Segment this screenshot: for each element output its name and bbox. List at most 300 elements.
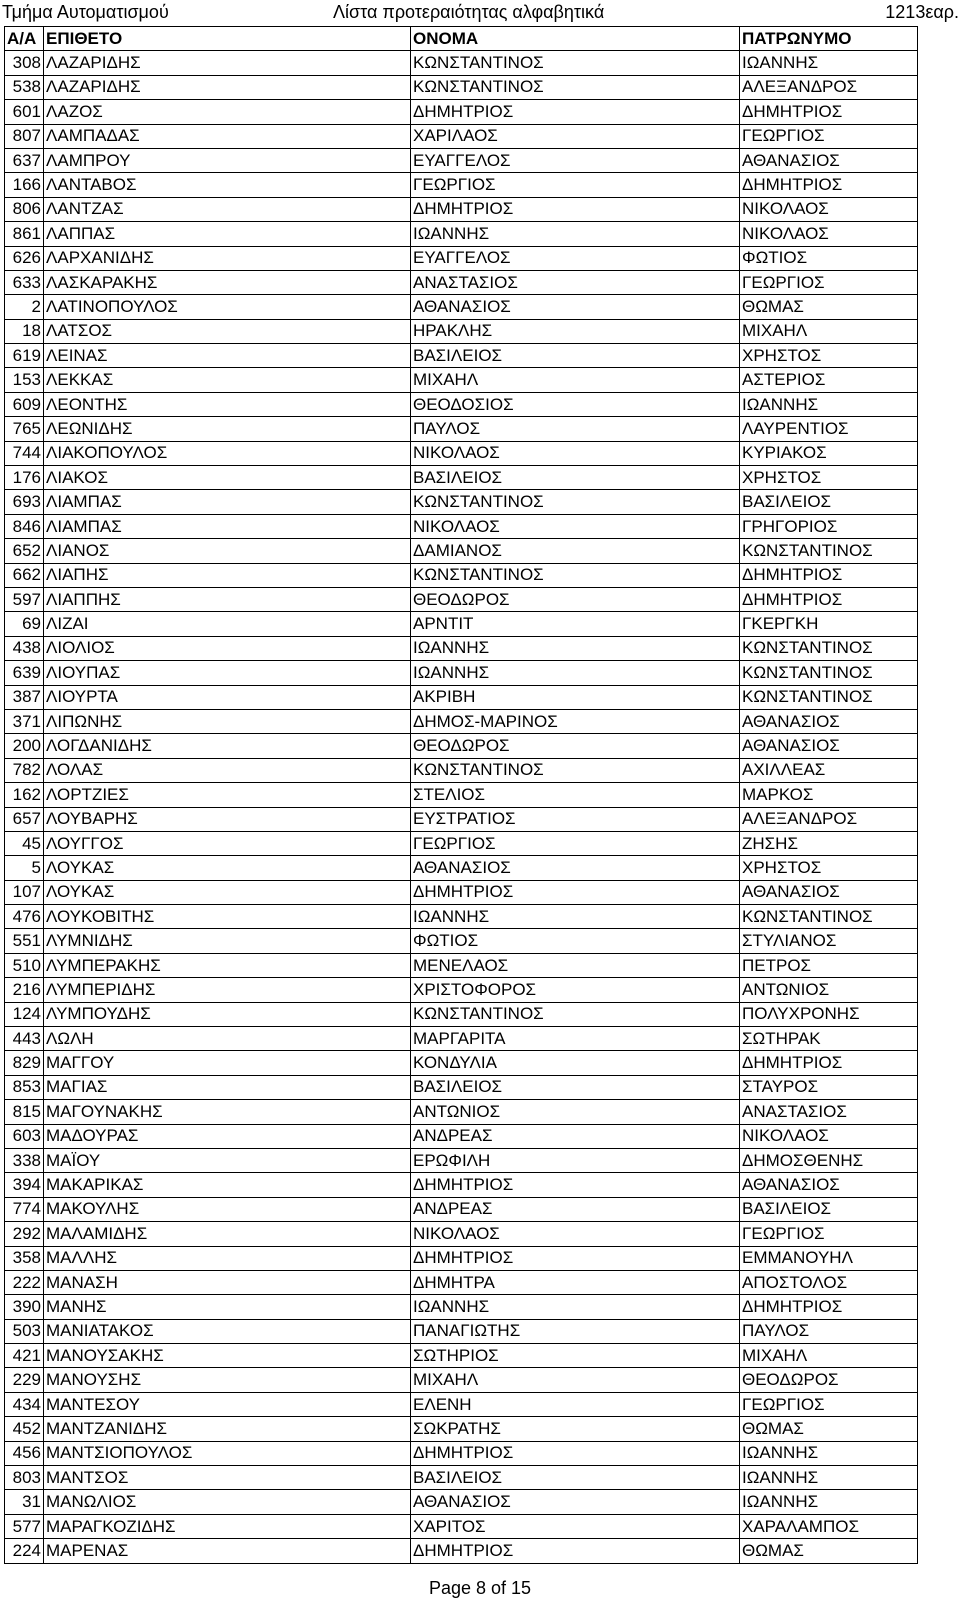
cell-aa: 551 bbox=[5, 929, 44, 953]
cell-aa: 782 bbox=[5, 758, 44, 782]
cell-last-name: ΛΥΜΠΕΡΙΔΗΣ bbox=[44, 978, 411, 1002]
cell-father-name: ΜΙΧΑΗΛ bbox=[740, 319, 918, 343]
cell-aa: 153 bbox=[5, 368, 44, 392]
cell-aa: 609 bbox=[5, 392, 44, 416]
cell-first-name: ΣΩΚΡΑΤΗΣ bbox=[411, 1417, 740, 1441]
cell-aa: 846 bbox=[5, 514, 44, 538]
cell-father-name: ΖΗΣΗΣ bbox=[740, 831, 918, 855]
cell-first-name: ΘΕΟΔΩΡΟΣ bbox=[411, 734, 740, 758]
cell-first-name: ΚΩΝΣΤΑΝΤΙΝΟΣ bbox=[411, 1002, 740, 1026]
cell-father-name: ΑΘΑΝΑΣΙΟΣ bbox=[740, 1173, 918, 1197]
table-row bbox=[5, 1441, 918, 1465]
cell-first-name: ΜΑΡΓΑΡΙΤΑ bbox=[411, 1027, 740, 1051]
cell-first-name: ΚΩΝΣΤΑΝΤΙΝΟΣ bbox=[411, 75, 740, 99]
cell-aa: 390 bbox=[5, 1295, 44, 1319]
cell-father-name: ΑΧΙΛΛΕΑΣ bbox=[740, 758, 918, 782]
cell-father-name: ΑΘΑΝΑΣΙΟΣ bbox=[740, 880, 918, 904]
cell-first-name: ΙΩΑΝΝΗΣ bbox=[411, 905, 740, 929]
cell-aa: 652 bbox=[5, 539, 44, 563]
cell-last-name: ΛΟΥΓΓΟΣ bbox=[44, 831, 411, 855]
table-row bbox=[5, 1148, 918, 1172]
cell-father-name: ΚΩΝΣΤΑΝΤΙΝΟΣ bbox=[740, 905, 918, 929]
cell-father-name: ΝΙΚΟΛΑΟΣ bbox=[740, 197, 918, 221]
cell-last-name: ΛΥΜΝΙΔΗΣ bbox=[44, 929, 411, 953]
cell-last-name: ΜΑΝΩΛΙΟΣ bbox=[44, 1490, 411, 1514]
cell-last-name: ΜΑΝΤΖΑΝΙΔΗΣ bbox=[44, 1417, 411, 1441]
cell-aa: 124 bbox=[5, 1002, 44, 1026]
cell-aa: 371 bbox=[5, 709, 44, 733]
cell-father-name: ΜΑΡΚΟΣ bbox=[740, 783, 918, 807]
cell-father-name: ΠΑΥΛΟΣ bbox=[740, 1319, 918, 1343]
cell-aa: 807 bbox=[5, 124, 44, 148]
cell-father-name: ΒΑΣΙΛΕΙΟΣ bbox=[740, 490, 918, 514]
cell-aa: 452 bbox=[5, 1417, 44, 1441]
cell-last-name: ΛΟΥΚΑΣ bbox=[44, 880, 411, 904]
table-row bbox=[5, 1344, 918, 1368]
cell-aa: 633 bbox=[5, 270, 44, 294]
table-row bbox=[5, 1002, 918, 1026]
cell-aa: 394 bbox=[5, 1173, 44, 1197]
table-row bbox=[5, 1197, 918, 1221]
cell-father-name: ΦΩΤΙΟΣ bbox=[740, 246, 918, 270]
cell-last-name: ΛΑΜΠΡΟΥ bbox=[44, 148, 411, 172]
cell-father-name: ΙΩΑΝΝΗΣ bbox=[740, 1490, 918, 1514]
cell-first-name: ΕΛΕΝΗ bbox=[411, 1392, 740, 1416]
cell-first-name: ΑΝΤΩΝΙΟΣ bbox=[411, 1100, 740, 1124]
cell-first-name: ΝΙΚΟΛΑΟΣ bbox=[411, 1222, 740, 1246]
column-header-first-name: ΟΝΟΜΑ bbox=[411, 27, 740, 51]
cell-father-name: ΑΣΤΕΡΙΟΣ bbox=[740, 368, 918, 392]
cell-last-name: ΜΑΚΟΥΛΗΣ bbox=[44, 1197, 411, 1221]
cell-last-name: ΛΥΜΠΟΥΔΗΣ bbox=[44, 1002, 411, 1026]
cell-father-name: ΣΩΤΗΡΑΚ bbox=[740, 1027, 918, 1051]
table-row bbox=[5, 1392, 918, 1416]
cell-father-name: ΘΩΜΑΣ bbox=[740, 1417, 918, 1441]
column-header-father-name: ΠΑΤΡΩΝΥΜΟ bbox=[740, 27, 918, 51]
cell-father-name: ΧΡΗΣΤΟΣ bbox=[740, 466, 918, 490]
cell-first-name: ΣΤΕΛΙΟΣ bbox=[411, 783, 740, 807]
table-row bbox=[5, 173, 918, 197]
cell-aa: 434 bbox=[5, 1392, 44, 1416]
table-row bbox=[5, 880, 918, 904]
cell-last-name: ΛΑΝΤΖΑΣ bbox=[44, 197, 411, 221]
cell-first-name: ΚΩΝΣΤΑΝΤΙΝΟΣ bbox=[411, 563, 740, 587]
cell-aa: 162 bbox=[5, 783, 44, 807]
semester-label: 1213εαρ. bbox=[885, 2, 959, 22]
table-row bbox=[5, 783, 918, 807]
cell-aa: 387 bbox=[5, 685, 44, 709]
cell-aa: 601 bbox=[5, 100, 44, 124]
cell-father-name: ΓΕΩΡΓΙΟΣ bbox=[740, 270, 918, 294]
cell-first-name: ΔΗΜΗΤΡΙΟΣ bbox=[411, 197, 740, 221]
cell-first-name: ΧΑΡΙΛΑΟΣ bbox=[411, 124, 740, 148]
cell-last-name: ΛΕΩΝΙΔΗΣ bbox=[44, 417, 411, 441]
cell-last-name: ΛΙΟΛΙΟΣ bbox=[44, 636, 411, 660]
cell-aa: 18 bbox=[5, 319, 44, 343]
cell-first-name: ΔΗΜΗΤΡΙΟΣ bbox=[411, 100, 740, 124]
cell-first-name: ΕΡΩΦΙΛΗ bbox=[411, 1148, 740, 1172]
cell-aa: 200 bbox=[5, 734, 44, 758]
cell-aa: 815 bbox=[5, 1100, 44, 1124]
cell-last-name: ΜΑΛΛΗΣ bbox=[44, 1246, 411, 1270]
cell-first-name: ΑΡΝΤΙΤ bbox=[411, 612, 740, 636]
table-row bbox=[5, 441, 918, 465]
table-row bbox=[5, 148, 918, 172]
cell-first-name: ΚΩΝΣΤΑΝΤΙΝΟΣ bbox=[411, 51, 740, 75]
column-header-last-name: ΕΠΙΘΕΤΟ bbox=[44, 27, 411, 51]
document-title: Λίστα προτεραιότητας αλφαβητικά bbox=[333, 2, 605, 22]
table-row bbox=[5, 1514, 918, 1538]
table-row bbox=[5, 270, 918, 294]
table-row bbox=[5, 295, 918, 319]
table-row bbox=[5, 1490, 918, 1514]
table-row bbox=[5, 831, 918, 855]
cell-aa: 803 bbox=[5, 1466, 44, 1490]
cell-father-name: ΝΙΚΟΛΑΟΣ bbox=[740, 1124, 918, 1148]
table-row bbox=[5, 612, 918, 636]
cell-aa: 861 bbox=[5, 222, 44, 246]
cell-father-name: ΙΩΑΝΝΗΣ bbox=[740, 1441, 918, 1465]
cell-first-name: ΓΕΩΡΓΙΟΣ bbox=[411, 831, 740, 855]
cell-father-name: ΓΕΩΡΓΙΟΣ bbox=[740, 1392, 918, 1416]
table-row bbox=[5, 1100, 918, 1124]
cell-aa: 619 bbox=[5, 344, 44, 368]
cell-last-name: ΛΕΚΚΑΣ bbox=[44, 368, 411, 392]
cell-aa: 224 bbox=[5, 1539, 44, 1563]
cell-father-name: ΚΩΝΣΤΑΝΤΙΝΟΣ bbox=[740, 661, 918, 685]
table-row bbox=[5, 490, 918, 514]
cell-aa: 69 bbox=[5, 612, 44, 636]
cell-father-name: ΜΙΧΑΗΛ bbox=[740, 1344, 918, 1368]
cell-aa: 597 bbox=[5, 587, 44, 611]
cell-first-name: ΒΑΣΙΛΕΙΟΣ bbox=[411, 1075, 740, 1099]
cell-last-name: ΛΙΠΩΝΗΣ bbox=[44, 709, 411, 733]
cell-first-name: ΜΙΧΑΗΛ bbox=[411, 1368, 740, 1392]
cell-aa: 626 bbox=[5, 246, 44, 270]
cell-father-name: ΚΩΝΣΤΑΝΤΙΝΟΣ bbox=[740, 539, 918, 563]
cell-last-name: ΛΟΥΒΑΡΗΣ bbox=[44, 807, 411, 831]
cell-aa: 765 bbox=[5, 417, 44, 441]
column-header-aa: Α/Α bbox=[5, 27, 44, 51]
table-row bbox=[5, 685, 918, 709]
cell-aa: 31 bbox=[5, 1490, 44, 1514]
cell-father-name: ΔΗΜΗΤΡΙΟΣ bbox=[740, 1295, 918, 1319]
table-row bbox=[5, 1051, 918, 1075]
cell-aa: 166 bbox=[5, 173, 44, 197]
cell-aa: 176 bbox=[5, 466, 44, 490]
cell-first-name: ΙΩΑΝΝΗΣ bbox=[411, 661, 740, 685]
cell-last-name: ΛΙΑΜΠΑΣ bbox=[44, 490, 411, 514]
table-row bbox=[5, 1417, 918, 1441]
cell-first-name: ΑΘΑΝΑΣΙΟΣ bbox=[411, 1490, 740, 1514]
table-row bbox=[5, 1270, 918, 1294]
cell-aa: 603 bbox=[5, 1124, 44, 1148]
cell-last-name: ΛΙΑΜΠΑΣ bbox=[44, 514, 411, 538]
cell-father-name: ΧΡΗΣΤΟΣ bbox=[740, 856, 918, 880]
cell-last-name: ΛΟΛΑΣ bbox=[44, 758, 411, 782]
cell-first-name: ΔΑΜΙΑΝΟΣ bbox=[411, 539, 740, 563]
cell-last-name: ΛΕΟΝΤΗΣ bbox=[44, 392, 411, 416]
table-row bbox=[5, 100, 918, 124]
cell-first-name: ΔΗΜΗΤΡΙΟΣ bbox=[411, 880, 740, 904]
cell-aa: 438 bbox=[5, 636, 44, 660]
cell-father-name: ΚΩΝΣΤΑΝΤΙΝΟΣ bbox=[740, 636, 918, 660]
cell-first-name: ΚΟΝΔΥΛΙΑ bbox=[411, 1051, 740, 1075]
cell-father-name: ΔΗΜΗΤΡΙΟΣ bbox=[740, 173, 918, 197]
table-row bbox=[5, 1295, 918, 1319]
cell-father-name: ΔΗΜΗΤΡΙΟΣ bbox=[740, 587, 918, 611]
cell-last-name: ΛΟΥΚΟΒΙΤΗΣ bbox=[44, 905, 411, 929]
table-row bbox=[5, 392, 918, 416]
cell-first-name: ΕΥΣΤΡΑΤΙΟΣ bbox=[411, 807, 740, 831]
cell-first-name: ΚΩΝΣΤΑΝΤΙΝΟΣ bbox=[411, 490, 740, 514]
table-row bbox=[5, 466, 918, 490]
cell-first-name: ΓΕΩΡΓΙΟΣ bbox=[411, 173, 740, 197]
table-row bbox=[5, 1075, 918, 1099]
cell-first-name: ΕΥΑΓΓΕΛΟΣ bbox=[411, 148, 740, 172]
cell-first-name: ΑΚΡΙΒΗ bbox=[411, 685, 740, 709]
cell-father-name: ΒΑΣΙΛΕΙΟΣ bbox=[740, 1197, 918, 1221]
cell-father-name: ΑΘΑΝΑΣΙΟΣ bbox=[740, 709, 918, 733]
cell-aa: 639 bbox=[5, 661, 44, 685]
cell-father-name: ΛΑΥΡΕΝΤΙΟΣ bbox=[740, 417, 918, 441]
table-row bbox=[5, 1173, 918, 1197]
cell-last-name: ΜΑΪΟΥ bbox=[44, 1148, 411, 1172]
cell-last-name: ΜΑΝΟΥΣΗΣ bbox=[44, 1368, 411, 1392]
table-row bbox=[5, 709, 918, 733]
cell-first-name: ΧΑΡΙΤΟΣ bbox=[411, 1514, 740, 1538]
table-row bbox=[5, 636, 918, 660]
cell-father-name: ΑΝΤΩΝΙΟΣ bbox=[740, 978, 918, 1002]
cell-last-name: ΛΙΑΚΟΣ bbox=[44, 466, 411, 490]
cell-first-name: ΙΩΑΝΝΗΣ bbox=[411, 222, 740, 246]
table-row bbox=[5, 539, 918, 563]
table-row bbox=[5, 75, 918, 99]
cell-aa: 456 bbox=[5, 1441, 44, 1465]
cell-first-name: ΕΥΑΓΓΕΛΟΣ bbox=[411, 246, 740, 270]
cell-last-name: ΜΑΓΓΟΥ bbox=[44, 1051, 411, 1075]
cell-last-name: ΛΟΥΚΑΣ bbox=[44, 856, 411, 880]
table-row bbox=[5, 734, 918, 758]
table-row bbox=[5, 51, 918, 75]
cell-first-name: ΔΗΜΗΤΡΙΟΣ bbox=[411, 1539, 740, 1563]
cell-last-name: ΛΑΡΧΑΝΙΔΗΣ bbox=[44, 246, 411, 270]
cell-aa: 806 bbox=[5, 197, 44, 221]
cell-aa: 476 bbox=[5, 905, 44, 929]
cell-last-name: ΜΑΝΙΑΤΑΚΟΣ bbox=[44, 1319, 411, 1343]
page-header bbox=[0, 0, 960, 24]
cell-last-name: ΛΕΙΝΑΣ bbox=[44, 344, 411, 368]
cell-aa: 2 bbox=[5, 295, 44, 319]
cell-first-name: ΧΡΙΣΤΟΦΟΡΟΣ bbox=[411, 978, 740, 1002]
table-row bbox=[5, 222, 918, 246]
cell-first-name: ΔΗΜΟΣ-ΜΑΡΙΝΟΣ bbox=[411, 709, 740, 733]
cell-last-name: ΛΑΖΟΣ bbox=[44, 100, 411, 124]
cell-first-name: ΝΙΚΟΛΑΟΣ bbox=[411, 514, 740, 538]
cell-aa: 292 bbox=[5, 1222, 44, 1246]
cell-aa: 338 bbox=[5, 1148, 44, 1172]
table-row bbox=[5, 1222, 918, 1246]
cell-last-name: ΛΑΤΣΟΣ bbox=[44, 319, 411, 343]
table-row bbox=[5, 417, 918, 441]
cell-father-name: ΚΥΡΙΑΚΟΣ bbox=[740, 441, 918, 465]
cell-last-name: ΛΟΓΔΑΝΙΔΗΣ bbox=[44, 734, 411, 758]
cell-last-name: ΛΑΖΑΡΙΔΗΣ bbox=[44, 51, 411, 75]
cell-father-name: ΔΗΜΗΤΡΙΟΣ bbox=[740, 1051, 918, 1075]
cell-first-name: ΙΩΑΝΝΗΣ bbox=[411, 1295, 740, 1319]
table-row bbox=[5, 587, 918, 611]
cell-father-name: ΓΕΩΡΓΙΟΣ bbox=[740, 124, 918, 148]
cell-last-name: ΛΙΟΥΡΤΑ bbox=[44, 685, 411, 709]
cell-last-name: ΜΑΡΕΝΑΣ bbox=[44, 1539, 411, 1563]
table-row bbox=[5, 856, 918, 880]
table-row bbox=[5, 319, 918, 343]
table-row bbox=[5, 807, 918, 831]
cell-father-name: ΑΠΟΣΤΟΛΟΣ bbox=[740, 1270, 918, 1294]
cell-last-name: ΜΑΓΟΥΝΑΚΗΣ bbox=[44, 1100, 411, 1124]
cell-last-name: ΛΑΠΠΑΣ bbox=[44, 222, 411, 246]
cell-last-name: ΜΑΛΑΜΙΔΗΣ bbox=[44, 1222, 411, 1246]
cell-last-name: ΜΑΓΙΑΣ bbox=[44, 1075, 411, 1099]
cell-aa: 510 bbox=[5, 953, 44, 977]
cell-father-name: ΑΘΑΝΑΣΙΟΣ bbox=[740, 734, 918, 758]
cell-first-name: ΑΘΑΝΑΣΙΟΣ bbox=[411, 856, 740, 880]
cell-father-name: ΔΗΜΟΣΘΕΝΗΣ bbox=[740, 1148, 918, 1172]
cell-first-name: ΠΑΝΑΓΙΩΤΗΣ bbox=[411, 1319, 740, 1343]
cell-first-name: ΣΩΤΗΡΙΟΣ bbox=[411, 1344, 740, 1368]
table-row bbox=[5, 1368, 918, 1392]
cell-last-name: ΜΑΡΑΓΚΟΖΙΔΗΣ bbox=[44, 1514, 411, 1538]
cell-father-name: ΝΙΚΟΛΑΟΣ bbox=[740, 222, 918, 246]
cell-father-name: ΔΗΜΗΤΡΙΟΣ bbox=[740, 563, 918, 587]
cell-last-name: ΛΩΛΗ bbox=[44, 1027, 411, 1051]
table-row bbox=[5, 953, 918, 977]
cell-aa: 829 bbox=[5, 1051, 44, 1075]
cell-first-name: ΑΘΑΝΑΣΙΟΣ bbox=[411, 295, 740, 319]
cell-last-name: ΛΙΑΠΗΣ bbox=[44, 563, 411, 587]
cell-last-name: ΜΑΝΤΕΣΟΥ bbox=[44, 1392, 411, 1416]
cell-father-name: ΙΩΑΝΝΗΣ bbox=[740, 1466, 918, 1490]
cell-first-name: ΔΗΜΗΤΡΙΟΣ bbox=[411, 1173, 740, 1197]
department-name: Τμήμα Αυτοματισμού bbox=[2, 2, 169, 22]
cell-father-name: ΧΑΡΑΛΑΜΠΟΣ bbox=[740, 1514, 918, 1538]
cell-first-name: ΚΩΝΣΤΑΝΤΙΝΟΣ bbox=[411, 758, 740, 782]
cell-aa: 358 bbox=[5, 1246, 44, 1270]
cell-father-name: ΑΝΑΣΤΑΣΙΟΣ bbox=[740, 1100, 918, 1124]
table-row bbox=[5, 758, 918, 782]
cell-father-name: ΑΛΕΞΑΝΔΡΟΣ bbox=[740, 807, 918, 831]
cell-father-name: ΓΚΕΡΓΚΗ bbox=[740, 612, 918, 636]
cell-last-name: ΛΑΖΑΡΙΔΗΣ bbox=[44, 75, 411, 99]
cell-father-name: ΓΕΩΡΓΙΟΣ bbox=[740, 1222, 918, 1246]
table-row bbox=[5, 905, 918, 929]
cell-aa: 577 bbox=[5, 1514, 44, 1538]
cell-first-name: ΔΗΜΗΤΡΙΟΣ bbox=[411, 1246, 740, 1270]
table-row bbox=[5, 661, 918, 685]
cell-father-name: ΧΡΗΣΤΟΣ bbox=[740, 344, 918, 368]
priority-list-table bbox=[4, 26, 918, 1564]
cell-last-name: ΛΑΝΤΑΒΟΣ bbox=[44, 173, 411, 197]
cell-last-name: ΛΑΣΚΑΡΑΚΗΣ bbox=[44, 270, 411, 294]
table-row bbox=[5, 246, 918, 270]
table-body bbox=[5, 51, 918, 1563]
cell-first-name: ΒΑΣΙΛΕΙΟΣ bbox=[411, 1466, 740, 1490]
table-row bbox=[5, 368, 918, 392]
cell-first-name: ΒΑΣΙΛΕΙΟΣ bbox=[411, 344, 740, 368]
cell-last-name: ΜΑΔΟΥΡΑΣ bbox=[44, 1124, 411, 1148]
cell-aa: 657 bbox=[5, 807, 44, 831]
cell-aa: 774 bbox=[5, 1197, 44, 1221]
table-row bbox=[5, 197, 918, 221]
cell-first-name: ΜΙΧΑΗΛ bbox=[411, 368, 740, 392]
cell-father-name: ΘΩΜΑΣ bbox=[740, 295, 918, 319]
cell-aa: 308 bbox=[5, 51, 44, 75]
table-row bbox=[5, 124, 918, 148]
cell-aa: 421 bbox=[5, 1344, 44, 1368]
cell-aa: 503 bbox=[5, 1319, 44, 1343]
cell-first-name: ΔΗΜΗΤΡΙΟΣ bbox=[411, 1441, 740, 1465]
cell-aa: 853 bbox=[5, 1075, 44, 1099]
cell-father-name: ΙΩΑΝΝΗΣ bbox=[740, 51, 918, 75]
cell-father-name: ΘΕΟΔΩΡΟΣ bbox=[740, 1368, 918, 1392]
cell-father-name: ΙΩΑΝΝΗΣ bbox=[740, 392, 918, 416]
cell-aa: 744 bbox=[5, 441, 44, 465]
table-row bbox=[5, 1246, 918, 1270]
cell-last-name: ΛΟΡΤΖΙΕΣ bbox=[44, 783, 411, 807]
cell-father-name: ΑΘΑΝΑΣΙΟΣ bbox=[740, 148, 918, 172]
cell-first-name: ΝΙΚΟΛΑΟΣ bbox=[411, 441, 740, 465]
table-row bbox=[5, 563, 918, 587]
cell-last-name: ΛΥΜΠΕΡΑΚΗΣ bbox=[44, 953, 411, 977]
page-number: Page 8 of 15 bbox=[428, 1578, 532, 1598]
table-row bbox=[5, 978, 918, 1002]
cell-last-name: ΜΑΝΤΣΟΣ bbox=[44, 1466, 411, 1490]
cell-aa: 107 bbox=[5, 880, 44, 904]
cell-father-name: ΠΟΛΥΧΡΟΝΗΣ bbox=[740, 1002, 918, 1026]
cell-last-name: ΜΑΝΑΣΗ bbox=[44, 1270, 411, 1294]
cell-first-name: ΑΝΑΣΤΑΣΙΟΣ bbox=[411, 270, 740, 294]
table-row bbox=[5, 1319, 918, 1343]
cell-aa: 222 bbox=[5, 1270, 44, 1294]
table-row bbox=[5, 1124, 918, 1148]
cell-father-name: ΣΤΑΥΡΟΣ bbox=[740, 1075, 918, 1099]
cell-last-name: ΜΑΝΟΥΣΑΚΗΣ bbox=[44, 1344, 411, 1368]
cell-last-name: ΜΑΝΤΣΙΟΠΟΥΛΟΣ bbox=[44, 1441, 411, 1465]
cell-aa: 443 bbox=[5, 1027, 44, 1051]
cell-first-name: ΠΑΥΛΟΣ bbox=[411, 417, 740, 441]
cell-last-name: ΛΙΟΥΠΑΣ bbox=[44, 661, 411, 685]
cell-first-name: ΜΕΝΕΛΑΟΣ bbox=[411, 953, 740, 977]
cell-last-name: ΛΑΤΙΝΟΠΟΥΛΟΣ bbox=[44, 295, 411, 319]
cell-first-name: ΘΕΟΔΩΡΟΣ bbox=[411, 587, 740, 611]
cell-last-name: ΜΑΚΑΡΙΚΑΣ bbox=[44, 1173, 411, 1197]
cell-aa: 538 bbox=[5, 75, 44, 99]
table-header-row bbox=[5, 27, 918, 51]
cell-father-name: ΠΕΤΡΟΣ bbox=[740, 953, 918, 977]
cell-aa: 45 bbox=[5, 831, 44, 855]
table-row bbox=[5, 1539, 918, 1563]
cell-first-name: ΙΩΑΝΝΗΣ bbox=[411, 636, 740, 660]
cell-last-name: ΜΑΝΗΣ bbox=[44, 1295, 411, 1319]
cell-aa: 216 bbox=[5, 978, 44, 1002]
cell-father-name: ΓΡΗΓΟΡΙΟΣ bbox=[740, 514, 918, 538]
cell-aa: 637 bbox=[5, 148, 44, 172]
table-row bbox=[5, 1027, 918, 1051]
cell-first-name: ΒΑΣΙΛΕΙΟΣ bbox=[411, 466, 740, 490]
cell-first-name: ΘΕΟΔΟΣΙΟΣ bbox=[411, 392, 740, 416]
cell-father-name: ΣΤΥΛΙΑΝΟΣ bbox=[740, 929, 918, 953]
table-row bbox=[5, 514, 918, 538]
